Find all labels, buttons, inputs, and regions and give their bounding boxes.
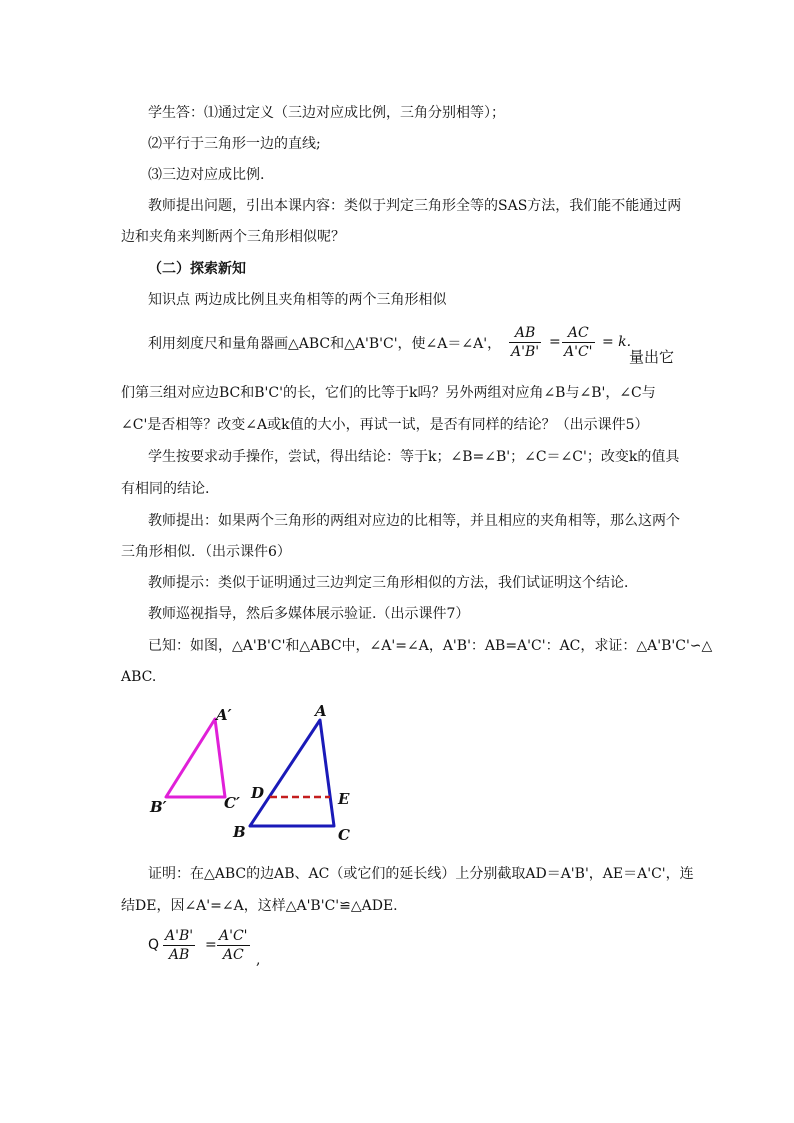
label-c: C [338, 826, 350, 844]
given-line-1: 已知：如图，△A'B'C'和△ABC中，∠A'=∠A，A'B'：AB=A'C'：AC，求证：△A'B'C'∽△ [148, 638, 713, 654]
student-result-line-1: 学生按要求动手操作，尝试，得出结论：等于k；∠B=∠B'；∠C＝∠C'；改变k的值具 [148, 449, 680, 465]
equals-k: = k. [602, 334, 632, 350]
because-symbol: Q [148, 937, 160, 953]
fraction-bar [217, 945, 250, 946]
triangle-a1b1c1 [166, 719, 225, 797]
section-heading: （二）探索新知 [148, 261, 246, 277]
fraction-denominator: A'C' [564, 344, 593, 360]
fraction-denominator: AB [168, 947, 190, 963]
fraction-denominator: A'B' [511, 344, 540, 360]
fraction-ac-over-a1c1 [562, 325, 595, 360]
fraction-numerator: AC [567, 325, 589, 341]
equals-sign-2: = [205, 937, 217, 953]
teacher-hint: 教师提示：类似于证明通过三边判定三角形相似的方法，我们试证明这个结论． [148, 575, 638, 591]
proof-line-1: 证明：在△ABC的边AB、AC（或它们的延长线）上分别截取AD＝A'B'，AE＝A'C'，连 [148, 866, 694, 882]
label-b: B [233, 823, 246, 841]
student-result-line-2: 有相同的结论. [121, 481, 210, 497]
activity-line-1: 利用刻度尺和量角器画△ABC和△A'B'C'，使∠A＝∠A'， [148, 336, 502, 352]
student-answer-line-2: ⑵平行于三角形一边的直线; [148, 136, 321, 152]
fraction-numerator: AB [514, 325, 536, 341]
knowledge-point: 知识点 两边成比例且夹角相等的两个三角形相似 [148, 292, 447, 308]
teacher-guidance: 教师巡视指导，然后多媒体展示验证.（出示课件7） [148, 606, 470, 622]
label-a: A [315, 702, 327, 720]
proof-line-2: 结DE，因∠A'=∠A，这样△A'B'C'≌△ADE. [121, 898, 398, 914]
fraction-ab-over-a1b1 [509, 325, 541, 360]
label-c-prime: C′ [224, 794, 240, 812]
fraction-bar [163, 945, 195, 946]
activity-line-3: ∠C'是否相等？改变∠A或k值的大小，再试一试，是否有同样的结论？（出示课件5） [121, 417, 649, 433]
triangle-abc [250, 720, 334, 826]
fraction-a1b1-over-ab [163, 928, 195, 963]
teacher-question-line-2: 边和夹角来判断两个三角形相似呢？ [121, 229, 345, 245]
fraction-numerator: A'B' [165, 928, 194, 944]
student-answer-line-1: 学生答：⑴通过定义（三边对应成比例，三角分别相等）； [148, 105, 505, 121]
activity-line-1-end: 量出它 [629, 348, 675, 366]
fraction-bar [562, 342, 595, 343]
equals-sign: = [549, 334, 561, 350]
fraction-denominator: AC [222, 947, 244, 963]
similar-triangles-figure [140, 700, 380, 850]
trailing-comma: , [256, 952, 261, 968]
label-e: E [338, 790, 350, 808]
label-b-prime: B′ [150, 798, 167, 816]
teacher-conclusion-line-2: 三角形相似．（出示课件6） [121, 544, 291, 560]
teacher-conclusion-line-1: 教师提出：如果两个三角形的两组对应边的比相等，并且相应的夹角相等，那么这两个 [148, 513, 680, 529]
given-line-2: ABC. [121, 669, 157, 685]
student-answer-line-3: ⑶三边对应成比例. [148, 167, 265, 183]
fraction-bar [509, 342, 541, 343]
fraction-numerator: A'C' [219, 928, 248, 944]
activity-line-2: 们第三组对应边BC和B'C'的长，它们的比等于k吗？另外两组对应角∠B与∠B'，∠C与 [121, 385, 656, 401]
label-a-prime: A′ [216, 706, 232, 724]
label-d: D [251, 784, 265, 802]
teacher-question-line-1: 教师提出问题，引出本课内容：类似于判定三角形全等的SAS方法，我们能不能通过两 [148, 198, 682, 214]
fraction-a1c1-over-ac [217, 928, 250, 963]
